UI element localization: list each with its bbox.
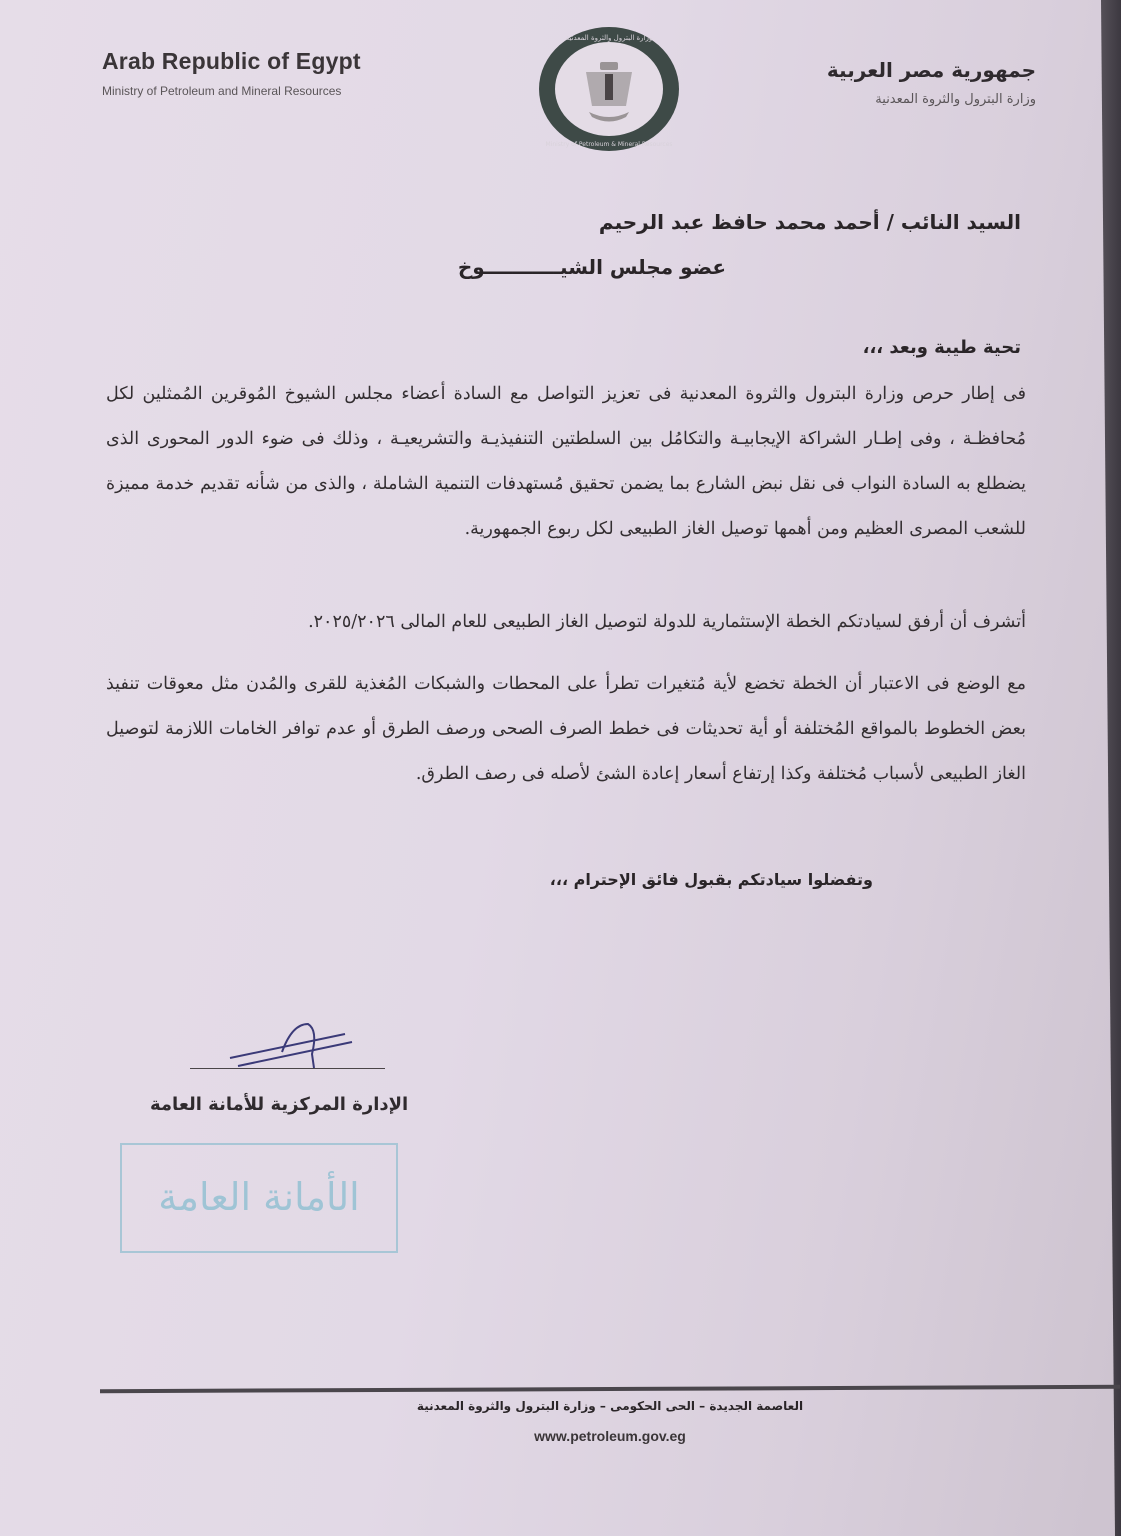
signature-line [190,1068,385,1069]
recipient-title: عضو مجلس الشيـــــــــــوخ [457,255,726,279]
body-paragraph-3: مع الوضع فى الاعتبار أن الخطة تخضع لأية مُتغيرات تطرأ على المحطات والشبكات المُغذية للقرى والمُدن مثل معوقات تنفيذ بعض الخطوط بالمواقع المُختلفة أو أية تحديثات فى خطط الصرف الصحى ورصف الطرق أو عدم توافر الخامات اللازمة لتوصيل الغاز الطبيعى لأسباب مُختلفة وكذا إرتفاع أسعار إعادة الشئ لأصله فى رصف الطرق. [106,674,1026,784]
closing-line: وتفضلوا سيادتكم بقبول فائق الإحترام ،،، [549,870,873,889]
english-letterhead-title: Arab Republic of Egypt [102,48,361,74]
arabic-letterhead-subtitle: وزارة البترول والثروة المعدنية [875,92,1036,107]
photo-background-edge [1101,0,1121,1536]
greeting: تحية طيبة وبعد ،،، [862,337,1021,358]
arabic-letterhead-title: جمهورية مصر العربية [826,58,1036,82]
signing-department: الإدارة المركزية للأمانة العامة [150,1094,409,1115]
footer-website: www.petroleum.gov.eg [534,1428,686,1444]
recipient-name: السيد النائب / أحمد محمد حافظ عبد الرحيم [598,210,1021,234]
stamp-text: الأمانة العامة [158,1175,360,1219]
ministry-seal-icon [534,22,684,157]
footer-address: العاصمة الجديدة – الحى الحكومى – وزارة البترول والثروة المعدنية [416,1399,804,1413]
body-paragraph-2: أتشرف أن أرفق لسيادتكم الخطة الإستثمارية للدولة لتوصيل الغاز الطبيعى للعام المالى ٢٠٢٥/٢٠٢٦. [308,612,1026,632]
handwritten-signature-icon [220,1020,370,1070]
svg-text:وزارة البترول والثروة المعدنية: وزارة البترول والثروة المعدنية [565,34,653,42]
body-paragraph-1: فى إطار حرص وزارة البترول والثروة المعدنية فى تعزيز التواصل مع السادة أعضاء مجلس الشيوخ المُوقرين المُمثلين لكل مُحافظـة ، وفى إطـار الشراكة الإيجابيـة والتكامُل بين السلطتين التنفيذيـة والتشريعيـة ، وذلك فى ضوء الدور المحورى الذى يضطلع به السادة النواب فى نقل نبض الشارع بما يضمن تحقيق مُستهدفات التنمية الشاملة ، والذى من شأنه تقديم خدمة مميزة للشعب المصرى العظيم ومن أهمها توصيل الغاز الطبيعى لكل ربوع الجمهورية. [106,384,1026,539]
official-stamp [120,1143,398,1253]
svg-text:Ministry of Petroleum & Minera: Ministry of Petroleum & Mineral Resources [545,141,673,148]
footer-divider [100,1385,1120,1393]
english-letterhead-subtitle: Ministry of Petroleum and Mineral Resources [102,84,342,98]
